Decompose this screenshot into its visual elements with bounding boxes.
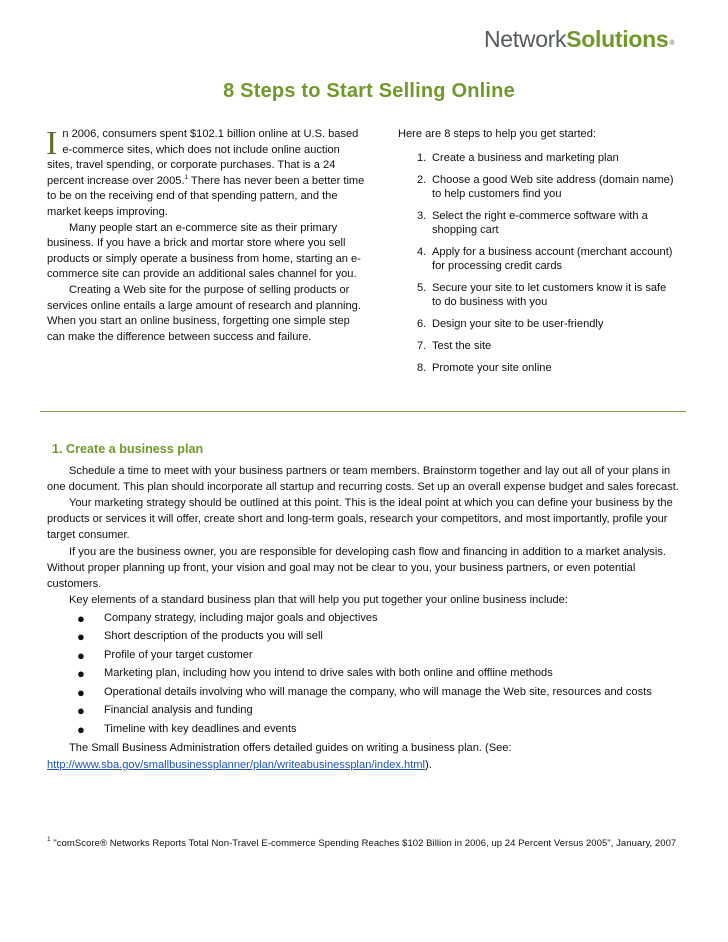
list-item-text: Marketing plan, including how you intend to drive sales with both online and offline methods: [104, 667, 553, 680]
bullet-icon: ●: [77, 610, 85, 626]
step-text: Design your site to be user-friendly: [432, 318, 604, 330]
step-text: Promote your site online: [432, 362, 552, 374]
step-number: 8.: [417, 362, 427, 374]
list-item: [47, 611, 687, 626]
steps-column: [398, 127, 678, 383]
list-item: [47, 703, 687, 718]
sba-link[interactable]: http://www.sba.gov/smallbusinessplanner/plan/writeabusinessplan/index.html: [47, 758, 426, 771]
step-number: 4.: [417, 246, 427, 258]
step-item: [398, 317, 678, 331]
list-item-text: Timeline with key deadlines and events: [104, 722, 297, 735]
list-item-text: Operational details involving who will manage the company, who will manage the Web site, resources and costs: [104, 685, 652, 698]
footnote-text: [47, 834, 697, 854]
intro-paragraph-1: [47, 127, 365, 221]
footnote-mark: 1: [47, 836, 51, 843]
section-paragraph-2: Your marketing strategy should be outlined at this point. This is the ideal point at which you can define your business by the products or services it will offer, create short and long-term goals, research your competitors, and most importantly, profile your target consumer.: [47, 497, 673, 542]
logo-word-network: Network: [484, 26, 567, 52]
list-item-text: Financial analysis and funding: [104, 704, 253, 717]
list-item: [47, 629, 687, 644]
list-item: [47, 666, 687, 681]
step-number: 7.: [417, 340, 427, 352]
step-item: [398, 339, 678, 353]
section-paragraph-4: Key elements of a standard business plan that will help you put together your online business include:: [69, 593, 568, 606]
section-business-plan: [47, 441, 687, 773]
step-text: Create a business and marketing plan: [432, 152, 619, 164]
bullet-icon: ●: [77, 629, 85, 645]
list-item-text: Short description of the products you will sell: [104, 630, 323, 643]
step-text: Test the site: [432, 340, 492, 352]
business-plan-elements-list: [47, 611, 687, 737]
logo-word-solutions: Solutions: [566, 26, 669, 52]
step-text: Apply for a business account (merchant account) for processing credit cards: [432, 246, 673, 272]
step-item: [398, 281, 678, 309]
step-number: 5.: [417, 282, 427, 294]
bullet-icon: ●: [77, 721, 85, 737]
step-number: 6.: [417, 318, 427, 330]
bullet-icon: ●: [77, 684, 85, 700]
list-item-text: Profile of your target customer: [104, 648, 253, 661]
step-item: [398, 361, 678, 375]
intro-p1-text-cont: There has never been a better time to be on the receiving end of that spending pattern, and the market keeps improving.: [47, 174, 365, 218]
footnote-ref: 1: [184, 173, 189, 181]
step-number: 1.: [417, 152, 427, 164]
logo-registered-mark: ®: [669, 40, 675, 47]
step-item: [398, 245, 678, 273]
intro-column: [47, 127, 365, 345]
step-text: Secure your site to let customers know it is safe to do business with you: [432, 282, 667, 308]
step-text: Select the right e-commerce software with a shopping cart: [432, 210, 648, 236]
network-solutions-logo: [484, 26, 674, 53]
section-paragraph-5: [47, 740, 687, 772]
sba-sentence: The Small Business Administration offers detailed guides on writing a business plan. (See:: [69, 742, 512, 755]
footnote-citation: "comScore® Networks Reports Total Non-Travel E-commerce Spending Reaches $102 Billion in 2006, up 24 Percent Versus 2005", January, 2007: [53, 838, 677, 849]
step-item: [398, 209, 678, 237]
step-number: 3.: [417, 210, 427, 222]
page-title: 8 Steps to Start Selling Online: [223, 80, 515, 102]
section-paragraph-1: Schedule a time to meet with your business partners or team members. Brainstorm together and lay out all of your plans in one document. This plan should incorporate all startup and recurring costs. Set up an overall expense budget and sales forecast.: [47, 465, 679, 494]
sba-sentence-end: ).: [425, 758, 432, 771]
step-text: Choose a good Web site address (domain name) to help customers find you: [432, 174, 674, 200]
list-item: [47, 685, 687, 700]
bullet-icon: ●: [77, 666, 85, 682]
bullet-icon: ●: [77, 647, 85, 663]
intro-paragraph-3: Creating a Web site for the purpose of selling products or services online entails a large amount of research and planning. When you start an online business, forgetting one simple step can make the difference between success and failure.: [47, 283, 361, 343]
section-heading: 1. Create a business plan: [52, 442, 204, 456]
footnote: [47, 834, 697, 854]
intro-paragraph-2: Many people start an e-commerce site as their primary business. If you have a brick and mortar store where you sell products or simply operate a business from home, starting an e-commerce site can provide an additional sales channel for you.: [47, 221, 361, 281]
step-item: [398, 151, 678, 165]
drop-cap: I: [46, 125, 58, 162]
list-item: [47, 722, 687, 737]
list-item-text: Company strategy, including major goals and objectives: [104, 611, 378, 624]
step-item: [398, 173, 678, 201]
intro-p1-text: n 2006, consumers spent $102.1 billion online at U.S. based e-commerce sites, which does not include online auction sites, travel spending, or corporate purchases. That is a 24 percent increase over 2005.: [47, 128, 359, 187]
list-item: [47, 648, 687, 663]
steps-list: [398, 151, 678, 375]
steps-lead: Here are 8 steps to help you get started:: [398, 128, 596, 140]
section-divider: [40, 411, 686, 412]
step-number: 2.: [417, 174, 427, 186]
bullet-icon: ●: [77, 703, 85, 719]
section-paragraph-3: If you are the business owner, you are responsible for developing cash flow and financing in addition to a market analysis. Without proper planning up front, your vision and goal may not be clear to you, your business partners, or even potential customers.: [47, 545, 666, 590]
